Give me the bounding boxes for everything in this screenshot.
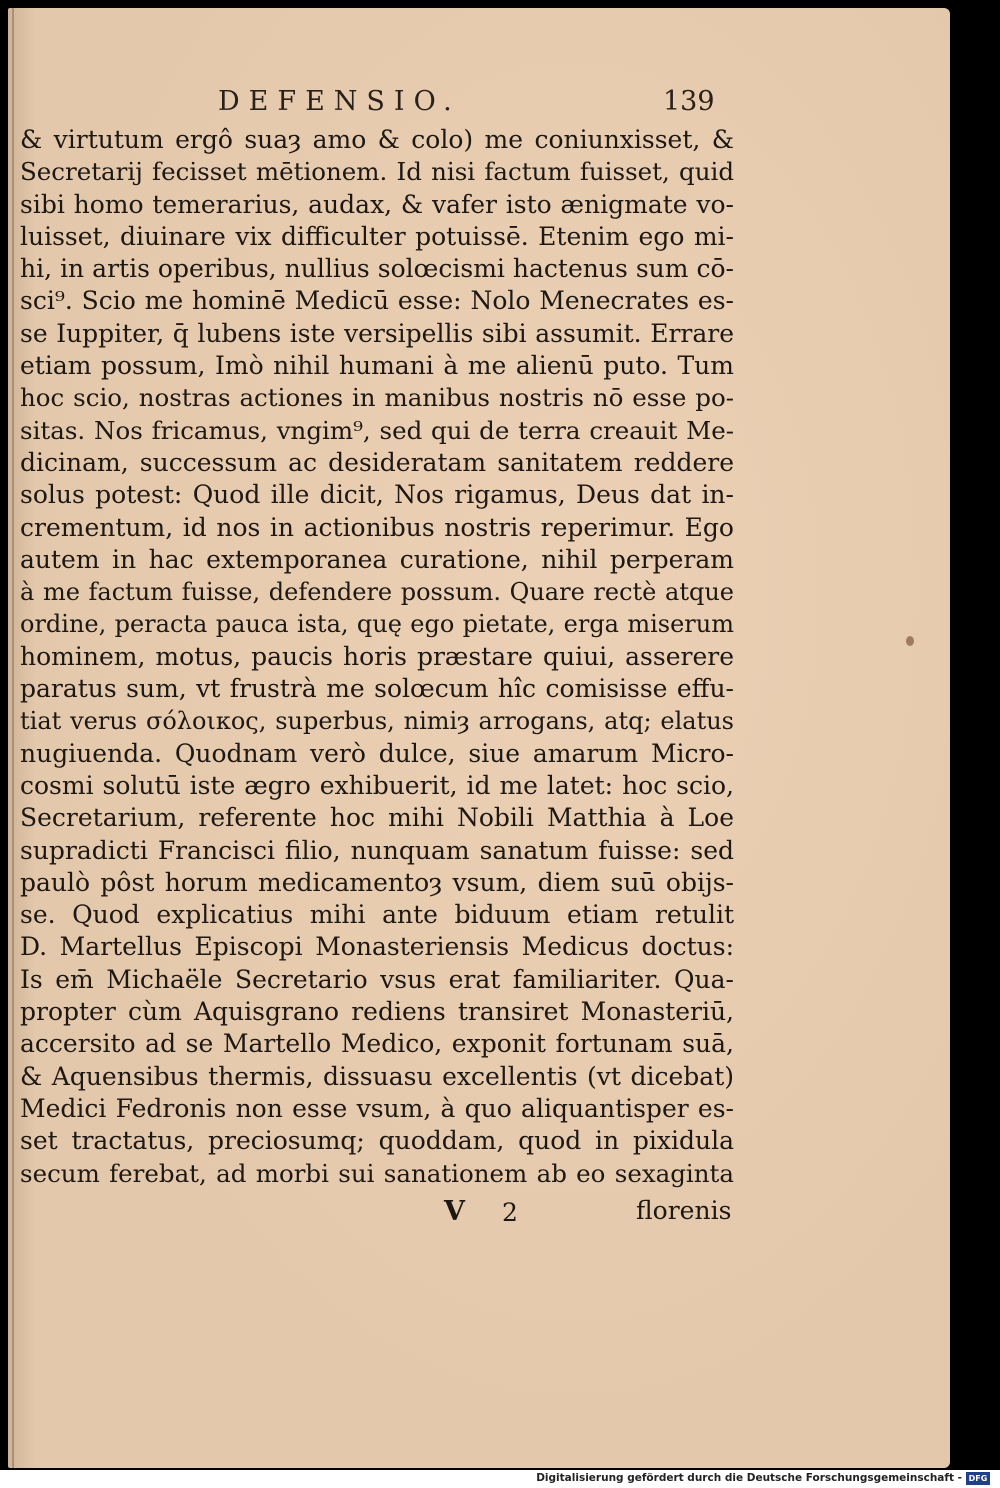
page-number: 139: [663, 86, 715, 117]
text-line: se Iuppiter, q̄ lubens iste versipellis sibi assumit. Errare: [20, 318, 734, 348]
text-line: se. Quod explicatius mihi ante biduum etiam retulit: [20, 900, 734, 930]
text-line: sibi homo temerarius, audax, & vafer isto ænigmate vo-: [20, 189, 734, 219]
text-line: & Aquensibus thermis, dissuasu excellentis (vt dicebat): [20, 1061, 734, 1091]
text-line: solus potest: Quod ille dicit, Nos rigamus, Deus dat in-: [20, 480, 734, 510]
text-line: set tractatus, preciosumq; quoddam, quod in pixidula: [20, 1126, 734, 1156]
text-line: Medici Fedronis non esse vsum, à quo aliquantisper es-: [20, 1093, 734, 1123]
text-line: sci⁹. Scio me hominē Medicū esse: Nolo Menecrates es-: [20, 286, 734, 316]
text-line: hominem, motus, paucis horis præstare quiui, asserere: [20, 641, 734, 671]
signature-mark: V: [444, 1196, 465, 1227]
credit-text: Digitalisierung gefördert durch die Deutsche Forschungsgemeinschaft -: [536, 1472, 962, 1484]
text-line: hi, in artis operibus, nullius solœcismi hactenus sum cō-: [20, 254, 734, 284]
text-line: tiat verus σόλοικος, superbus, nimiȝ arrogans, atq; elatus: [20, 707, 734, 736]
text-line: secum ferebat, ad morbi sui sanationem ab eo sexaginta: [20, 1158, 734, 1188]
paper-stain: [906, 636, 914, 646]
signature-line: [8, 1196, 950, 1230]
text-line: D. Martellus Episcopi Monasteriensis Medicus doctus:: [20, 932, 734, 962]
text-line: cosmi solutū iste ægro exhibuerit, id me latet: hoc scio,: [20, 770, 734, 800]
text-line: paulò pôst horum medicamentoȝ vsum, diem suū obijs-: [20, 867, 734, 897]
signature-number: 2: [502, 1198, 518, 1227]
gutter-shadow: [12, 8, 14, 1468]
text-line: hoc scio, nostras actiones in manibus nostris nō esse po-: [20, 383, 734, 413]
text-line: etiam possum, Imò nihil humani à me alienū puto. Tum: [20, 351, 734, 381]
text-line: propter cùm Aquisgrano rediens transiret Monasteriū,: [20, 997, 734, 1027]
text-line: nugiuenda. Quodnam verò dulce, siue amarum Micro-: [20, 738, 734, 768]
text-line: dicinam, successum ac desideratam sanitatem reddere: [20, 447, 734, 477]
text-line: ordine, peracta pauca ista, quę ego pietate, erga miserum: [20, 610, 734, 639]
text-line: sitas. Nos fricamus, vngim⁹, sed qui de terra creauit Me-: [20, 415, 734, 445]
text-line: à me factum fuisse, defendere possum. Quare rectè atque: [20, 578, 734, 607]
digitization-footer: [0, 1470, 1000, 1488]
text-line: Is em̄ Michaële Secretario vsus erat familiariter. Qua-: [20, 964, 734, 994]
body-text: [20, 124, 734, 1190]
dfg-logo-icon: DFG: [966, 1472, 990, 1485]
text-line: crementum, id nos in actionibus nostris reperimur. Ego: [20, 512, 734, 542]
book-page: [8, 8, 950, 1468]
running-title: DEFENSIO.: [218, 86, 461, 117]
page-header: [8, 86, 950, 126]
text-line: Secretarij fecisset mētionem. Id nisi factum fuisset, quid: [20, 157, 734, 187]
catchword: florenis: [636, 1196, 732, 1225]
text-line: accersito ad se Martello Medico, exponit fortunam suā,: [20, 1029, 734, 1059]
text-line: paratus sum, vt frustrà me solœcum hîc comisisse effu-: [20, 674, 734, 704]
text-line: Secretarium, referente hoc mihi Nobili Matthia à Loe: [20, 803, 734, 833]
text-line: luisset, diuinare vix difficulter potuissē. Etenim ego mi-: [20, 221, 734, 251]
text-line: supradicti Francisci filio, nunquam sanatum fuisse: sed: [20, 835, 734, 865]
text-line: & virtutum ergô suaȝ amo & colo) me coniunxisset, &: [20, 125, 734, 154]
text-line: autem in hac extemporanea curatione, nihil perperam: [20, 544, 734, 574]
